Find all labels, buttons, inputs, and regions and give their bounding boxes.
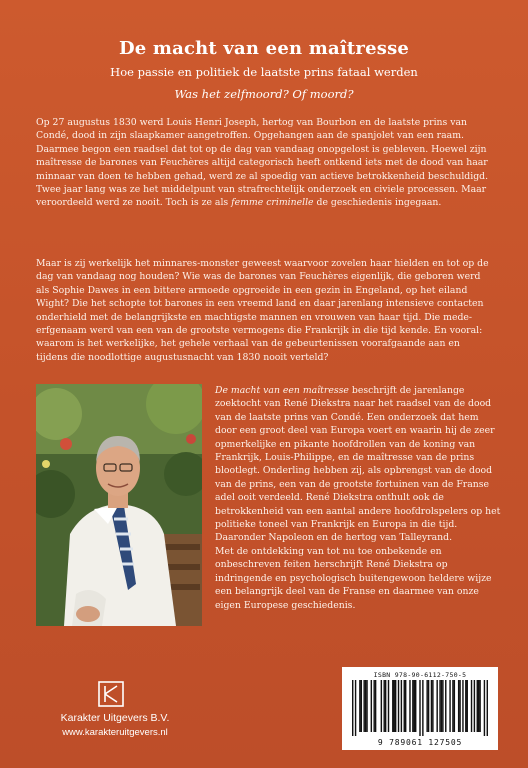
publisher-name: Karakter Uitgevers B.V. [60, 712, 170, 724]
barcode-label [342, 667, 498, 750]
barcode-bar [458, 680, 459, 732]
barcode-bar [432, 680, 433, 732]
barcode-bar [474, 680, 475, 732]
synopsis-paragraph-3 [215, 384, 501, 612]
barcode-bar [371, 680, 372, 732]
barcode-bar [414, 680, 415, 732]
synopsis-text: Op 27 augustus 1830 werd Louis Henri Joseph, hertog van Bourbon en de laatste prins van Condé, dood in zijn slaapkamer aangetroffen. Opgehangen aan de spanjolet van een raam. Daarmee begon een raadsel dat tot op de dag van vandaag onopgelost is gebleven. Hoewel zijn maîtresse de barones van Feuchères altijd categorisch heeft ontkend iets met de dood van haar minnaar van doen te hebben gehad, werd ze al spoedig van actieve betrokkenheid beschuldigd. Twee jaar lang was ze het middelpunt van strafrechtelijk onderzoek en civiele processen. Maar veroordeeld werd ze nooit. Toch is ze als [36, 117, 489, 209]
synopsis-text: Met de ontdekking van tot nu toe onbekende en onbeschreven feiten herschrijft René Diekstra op indringende en psychologisch buitengewoon heldere wijze een belangrijk deel van de Franse en daarmee van onze eigen Europese geschiedenis. [215, 545, 492, 611]
barcode-bar [484, 680, 485, 736]
barcode-bar [487, 680, 488, 736]
barcode-bar [467, 680, 468, 732]
barcode-bar [395, 680, 396, 732]
barcode-bar [365, 680, 366, 732]
barcode-bar [352, 680, 353, 736]
barcode-bar [439, 680, 440, 732]
book-title-inline: De macht van een maîtresse [215, 385, 349, 396]
barcode-bar [388, 680, 389, 732]
barcode-bar [462, 680, 463, 732]
barcode-bar [419, 680, 420, 736]
barcode-bar [401, 680, 402, 732]
barcode-bar [385, 680, 386, 732]
synopsis-paragraph-1 [36, 116, 492, 210]
emphasis-text: femme criminelle [231, 197, 314, 209]
barcode-bar [404, 680, 405, 732]
barcode-bar [478, 680, 479, 732]
barcode-bar [412, 680, 413, 732]
ean-digits: 9 789061 127505 [377, 738, 463, 747]
barcode-bar [477, 680, 478, 732]
barcode-bar [442, 680, 443, 732]
barcode-bar [381, 680, 382, 732]
barcode-bar [441, 680, 442, 732]
barcode-bar [366, 680, 367, 732]
book-tagline: Was het zelfmoord? Of moord? [174, 87, 354, 101]
synopsis-text: de geschiedenis ingegaan. [313, 197, 442, 209]
barcode-bar [398, 680, 399, 732]
karakter-logo-icon [98, 681, 124, 707]
author-photo [36, 384, 202, 626]
barcode-bar [375, 680, 376, 732]
barcode-bar [361, 680, 362, 732]
barcode-bar [426, 680, 427, 732]
barcode-bar [445, 680, 446, 732]
publisher-website[interactable]: www.karakteruitgevers.nl [62, 727, 168, 738]
synopsis-text: beschrijft de jarenlange zoektocht van René Diekstra naar het raadsel van de dood van de laatste prins van Condé. Een onderzoek dat hem door een groot deel van Europa voert en waarin hij de zeer opmerkelijke en pikante hoofdrollen van de koning van Frankrijk, Louis-Philippe, en de maîtresse van de prins blootlegt. Onderling hebben zij, als opbrengst van de dood van de prins, een van de grootste fortuinen van de Franse adel ooit verdeeld. René Diekstra onthult ook de betrokkenheid van een aantal andere hoofdrolspelers op het politieke toneel van Frankrijk en Europa in die tijd. Daaronder Napoleon en de hertog van Talleyrand. [215, 385, 501, 544]
barcode-bar [383, 680, 384, 732]
barcode-bar [373, 680, 374, 732]
barcode-bar [465, 680, 466, 732]
book-title: De macht van een maîtresse [118, 38, 410, 59]
barcode-bar [422, 680, 423, 736]
barcode-bar [415, 680, 416, 732]
barcode-bar [479, 680, 480, 732]
isbn-number: ISBN 978-90-6112-750-5 [373, 671, 467, 679]
book-subtitle: Hoe passie en politiek de laatste prins fataal werden [110, 65, 418, 79]
synopsis-paragraph-2: Maar is zij werkelijk het minnares-monster geweest waarvoor zovelen haar hielden en tot op de dag van vandaag nog houden? Wie was de barones van Feuchères eigenlijk, die geboren werd als Sophie Dawes in een bittere armoede opgroeide in een gezin in Engeland, op het eiland Wight? Die het schopte tot barones in een vreemd land en daar jarenlang intensieve contacten onderhield met de belangrijkste en machtigste mannen en vrouwen van haar tijd. Die mede-erfgenaam werd van een van de grootste vermogens die Frankrijk in die tijd kende. En vooral: waarom is het werkelijke, het gehele verhaal van de gebeurtenissen voorafgaande aan en tijdens die noodlottige augustusnacht van 1830 nooit verteld? [36, 258, 489, 363]
barcode-bar [363, 680, 364, 732]
barcode-bar [428, 680, 429, 732]
barcode-icon [352, 680, 488, 736]
barcode-bar [436, 680, 437, 732]
barcode-bar [409, 680, 410, 732]
barcode-bar [454, 680, 455, 732]
barcode-bar [394, 680, 395, 732]
barcode-bar [449, 680, 450, 732]
barcode-bar [359, 680, 360, 732]
barcode-bar [405, 680, 406, 732]
barcode-bar [452, 680, 453, 732]
barcode-bar [431, 680, 432, 732]
barcode-bar [355, 680, 356, 736]
barcode-bar [459, 680, 460, 732]
barcode-bar [471, 680, 472, 732]
barcode-bar [392, 680, 393, 732]
